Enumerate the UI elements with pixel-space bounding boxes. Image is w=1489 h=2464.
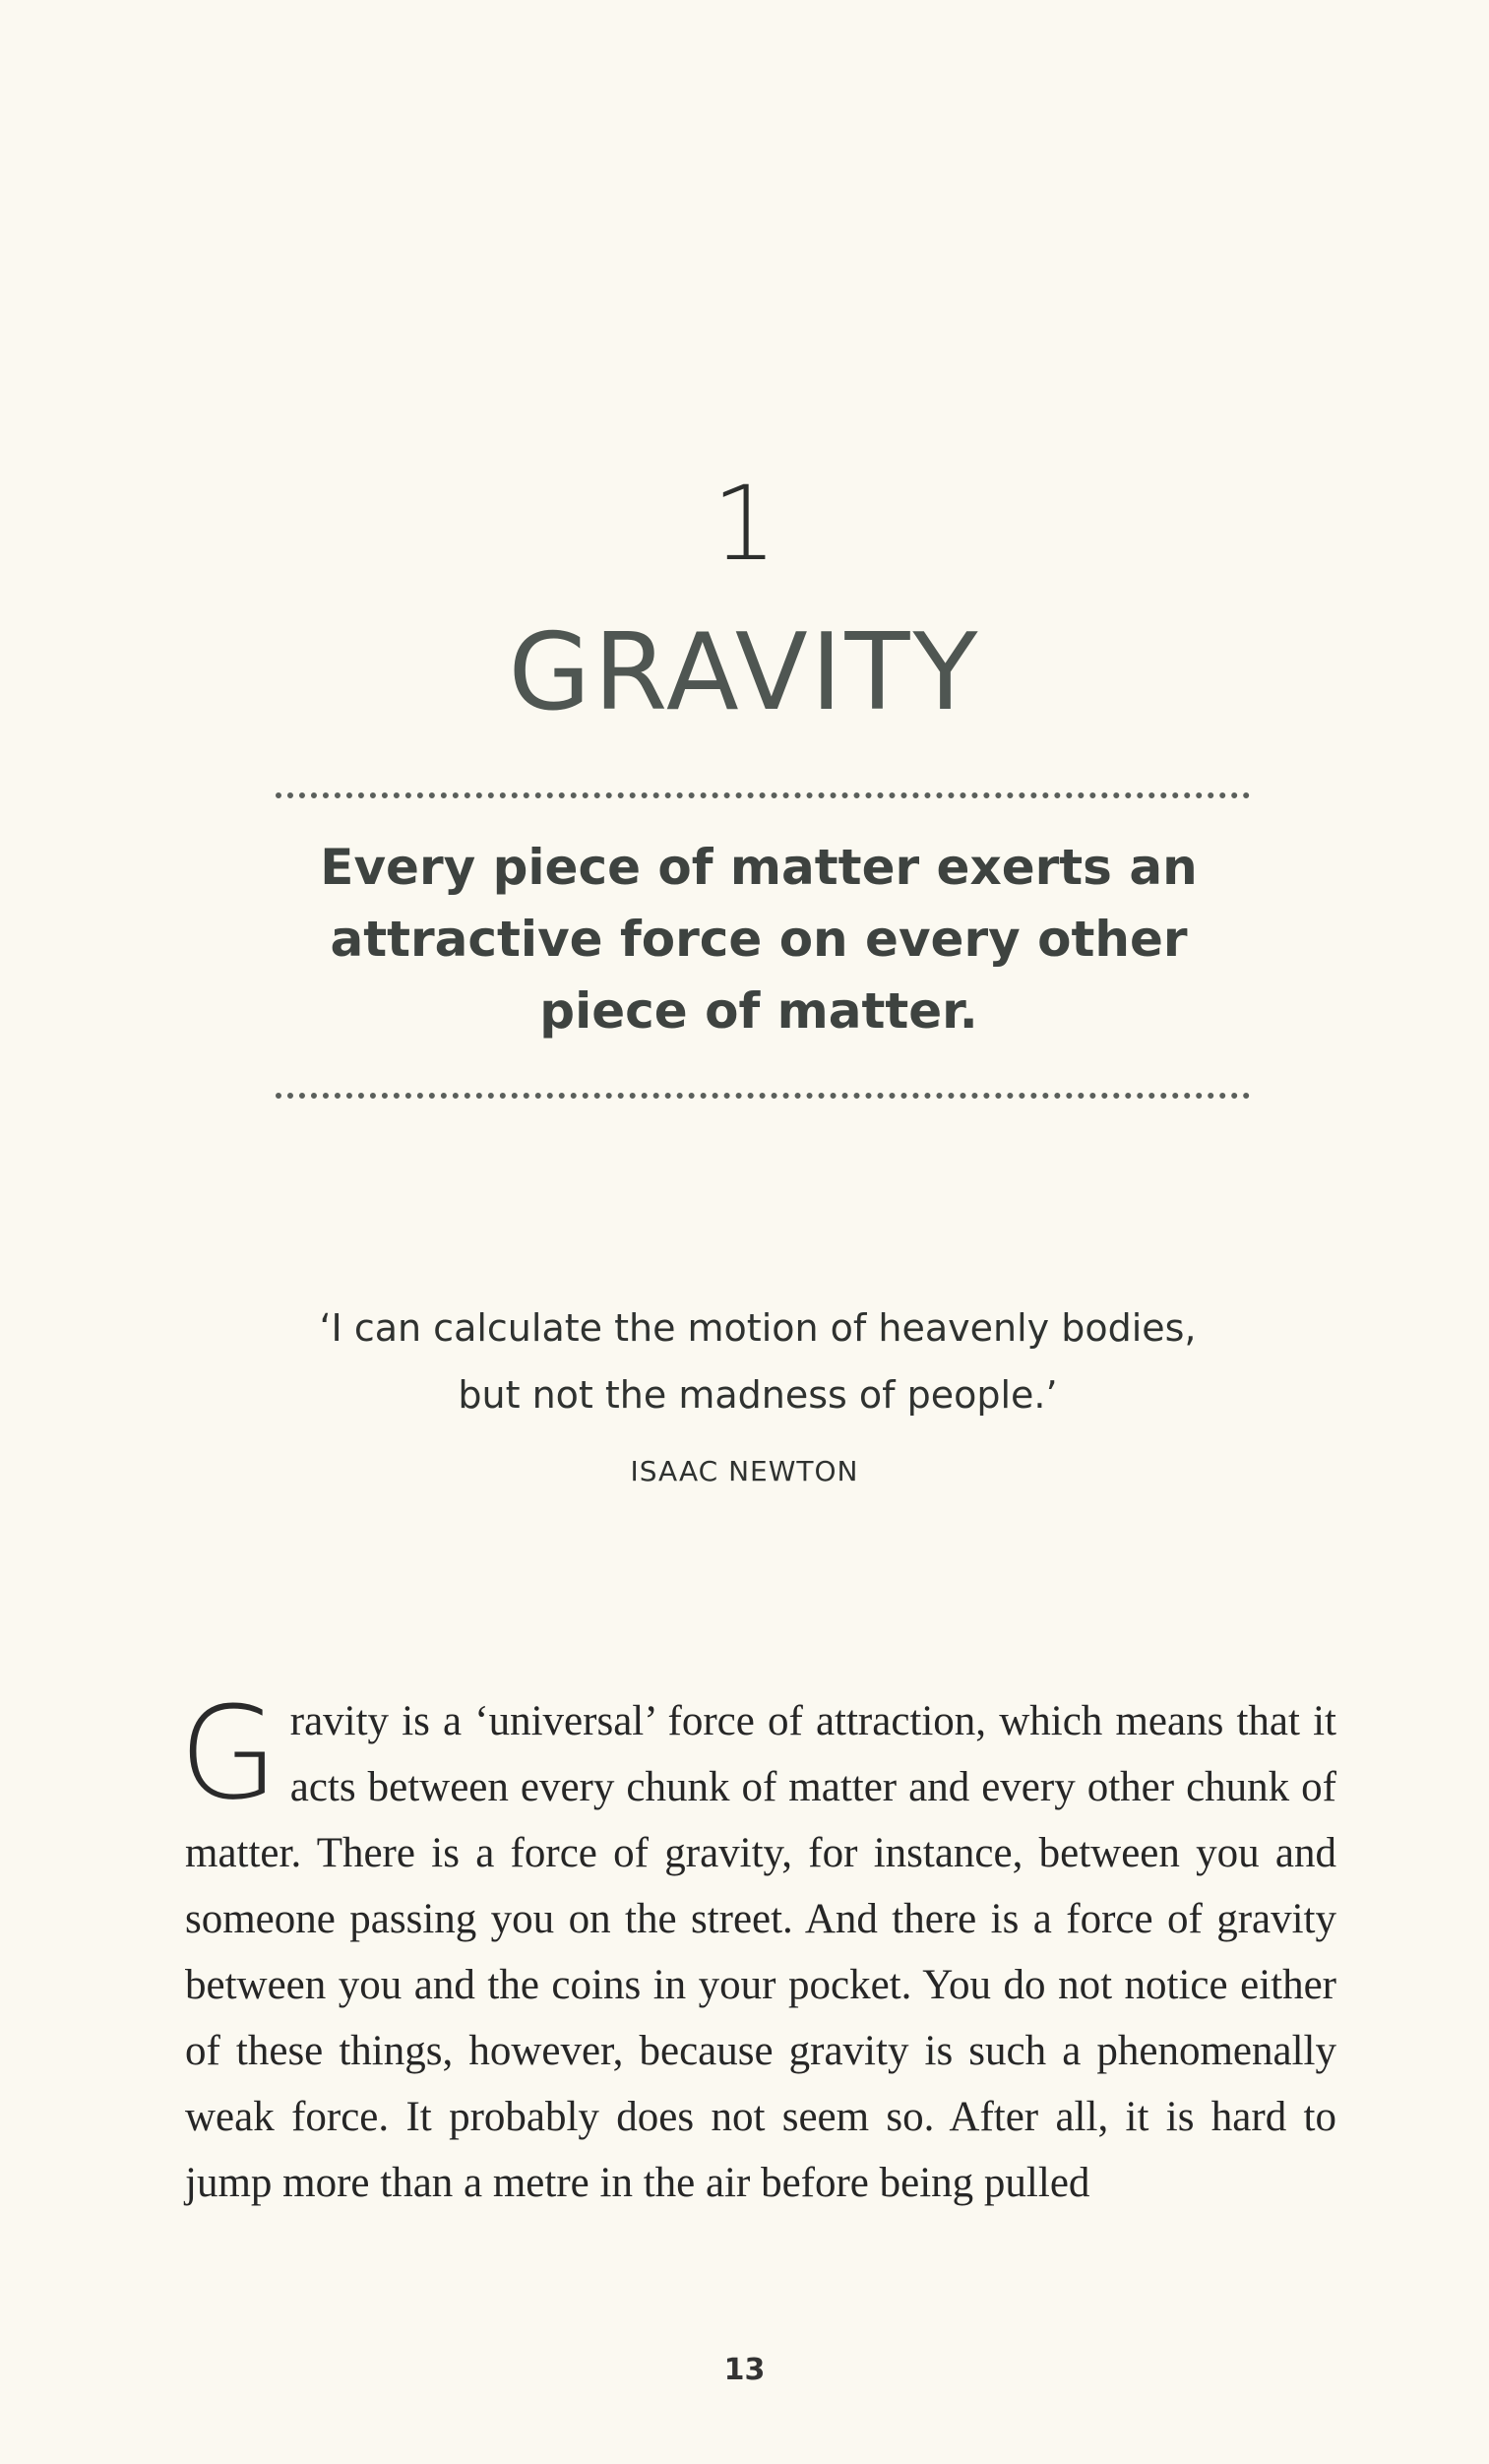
chapter-number: 1 <box>712 464 777 584</box>
body-text: ravity is a ‘universal’ force of attraction, which means that it acts between every chunk of matter and every other chunk of matter. There is a force of gravity, for instance, between you and someone passing you on the street. And there is a force of gravity between you and the coins in your pocket. You do not notice either of these things, however, because gravity is such a phenomenally weak force. It probably does not seem so. After all, it is hard to jump more than a metre in the air before being pulled <box>185 1698 1336 2206</box>
chapter-summary: Every piece of matter exerts an attractive force on every other piece of matter. <box>320 839 1198 1040</box>
drop-cap: G <box>179 1678 279 1828</box>
chapter-title: GRAVITY <box>508 611 981 734</box>
epigraph-quote: ‘I can calculate the motion of heavenly bodies, but not the madness of people.’ <box>319 1306 1197 1417</box>
dotted-divider-bottom <box>276 1093 1250 1099</box>
body-paragraph <box>179 1678 1336 2216</box>
dotted-divider-top <box>276 792 1250 798</box>
page-number: 13 <box>723 2353 766 2387</box>
epigraph-attribution: ISAAC NEWTON <box>630 1455 859 1487</box>
